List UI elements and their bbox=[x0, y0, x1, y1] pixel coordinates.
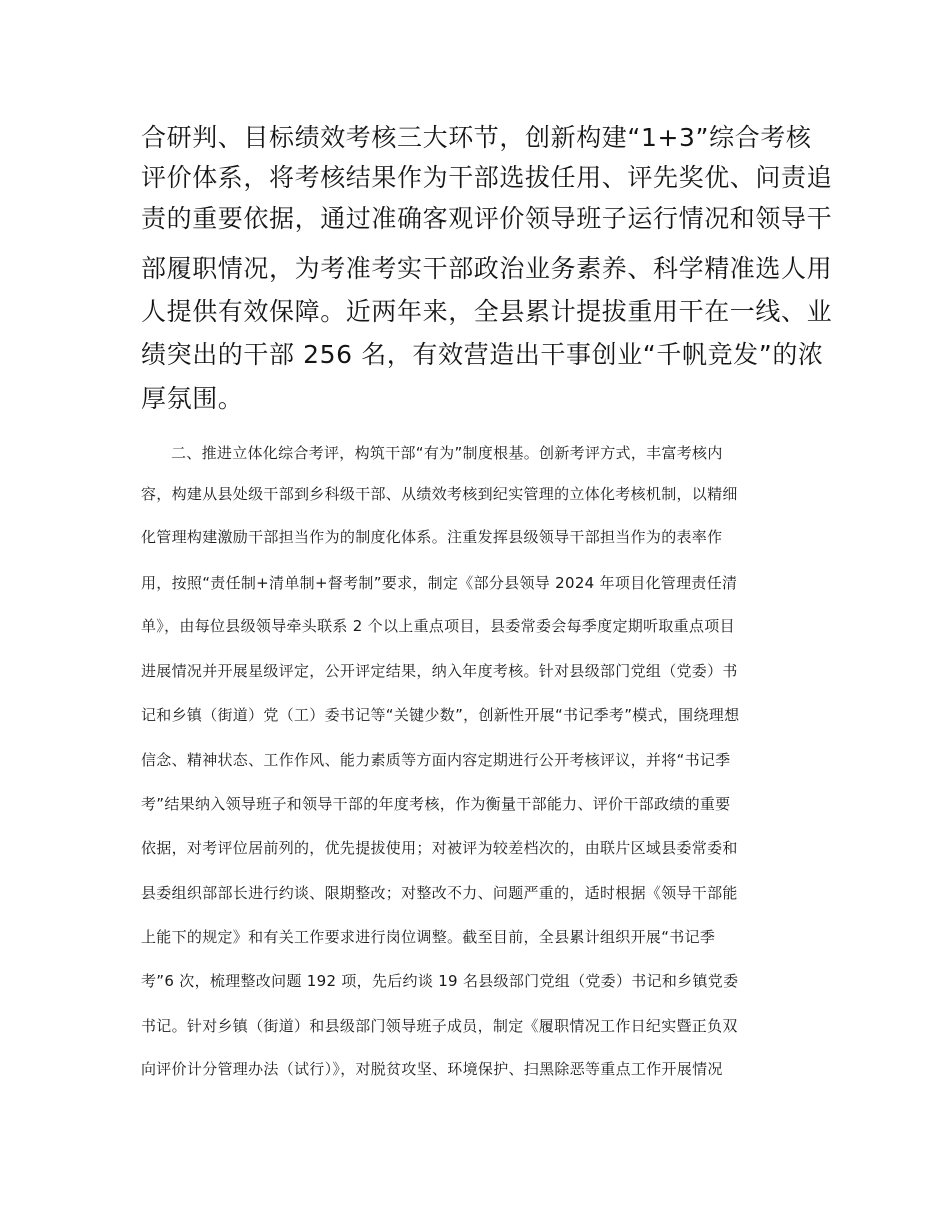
paragraph-1-line: 合研判、目标绩效考核三大环节，创新构建“1+3”综合考核 bbox=[141, 123, 812, 152]
paragraph-2-line: 单》，由每位县级领导牵头联系 2 个以上重点项目，县委常委会每季度定期听取重点项目 bbox=[141, 617, 735, 635]
paragraph-2-line: 用，按照“责任制+清单制+督考制”要求，制定《部分县领导 2024 年项目化管理责任清 bbox=[141, 574, 738, 592]
paragraph-1-line: 绩突出的干部 256 名，有效营造出干事创业“千帆竞发”的浓 bbox=[141, 340, 824, 369]
paragraph-2-line: 书记。针对乡镇（街道）和县级部门领导班子成员，制定《履职情况工作日纪实暨正负双 bbox=[141, 1017, 738, 1035]
paragraph-2-line: 化管理构建激励干部担当作为的制度化体系。注重发挥县级领导干部担当作为的表率作 bbox=[141, 528, 723, 546]
paragraph-2-line: 考”结果纳入领导班子和领导干部的年度考核，作为衡量干部能力、评价干部政绩的重要 bbox=[141, 795, 731, 813]
paragraph-2-line: 进展情况并开展星级评定，公开评定结果，纳入年度考核。针对县级部门党组（党委）书 bbox=[141, 662, 738, 680]
paragraph-2-line: 二、推进立体化综合考评，构筑干部“有为”制度根基。创新考评方式，丰富考核内 bbox=[171, 444, 723, 462]
paragraph-2-line: 记和乡镇（街道）党（工）委书记等“关键少数”，创新性开展“书记季考”模式，围绕理想 bbox=[141, 706, 740, 724]
paragraph-2-line: 向评价计分管理办法（试行）》，对脱贫攻坚、环境保护、扫黑除恶等重点工作开展情况 bbox=[141, 1060, 723, 1078]
paragraph-2-line: 依据，对考评位居前列的，优先提拔使用；对被评为较差档次的，由联片区域县委常委和 bbox=[141, 839, 738, 857]
paragraph-1-line: 部履职情况，为考准考实干部政治业务素养、科学精准选人用 bbox=[141, 254, 833, 283]
paragraph-1-line: 人提供有效保障。近两年来，全县累计提拔重用干在一线、业 bbox=[141, 297, 833, 326]
paragraph-2-line: 容，构建从县处级干部到乡科级干部、从绩效考核到纪实管理的立体化考核机制，以精细 bbox=[141, 485, 738, 503]
paragraph-2-line: 县委组织部部长进行约谈、限期整改；对整改不力、问题严重的，适时根据《领导干部能 bbox=[141, 884, 738, 902]
paragraph-1-line: 评价体系，将考核结果作为干部选拔任用、评先奖优、问责追 bbox=[141, 163, 833, 192]
paragraph-2-line: 考”6 次，梳理整改问题 192 项，先后约谈 19 名县级部门党组（党委）书记和乡镇党委 bbox=[141, 972, 739, 990]
paragraph-2-line: 上能下的规定》和有关工作要求进行岗位调整。截至目前，全县累计组织开展“书记季 bbox=[141, 928, 716, 946]
paragraph-1-line: 厚氛围。 bbox=[141, 384, 244, 413]
paragraph-1-line: 责的重要依据，通过准确客观评价领导班子运行情况和领导干 bbox=[141, 204, 833, 233]
paragraph-2-line: 信念、精神状态、工作作风、能力素质等方面内容定期进行公开考核评议，并将“书记季 bbox=[141, 751, 731, 769]
